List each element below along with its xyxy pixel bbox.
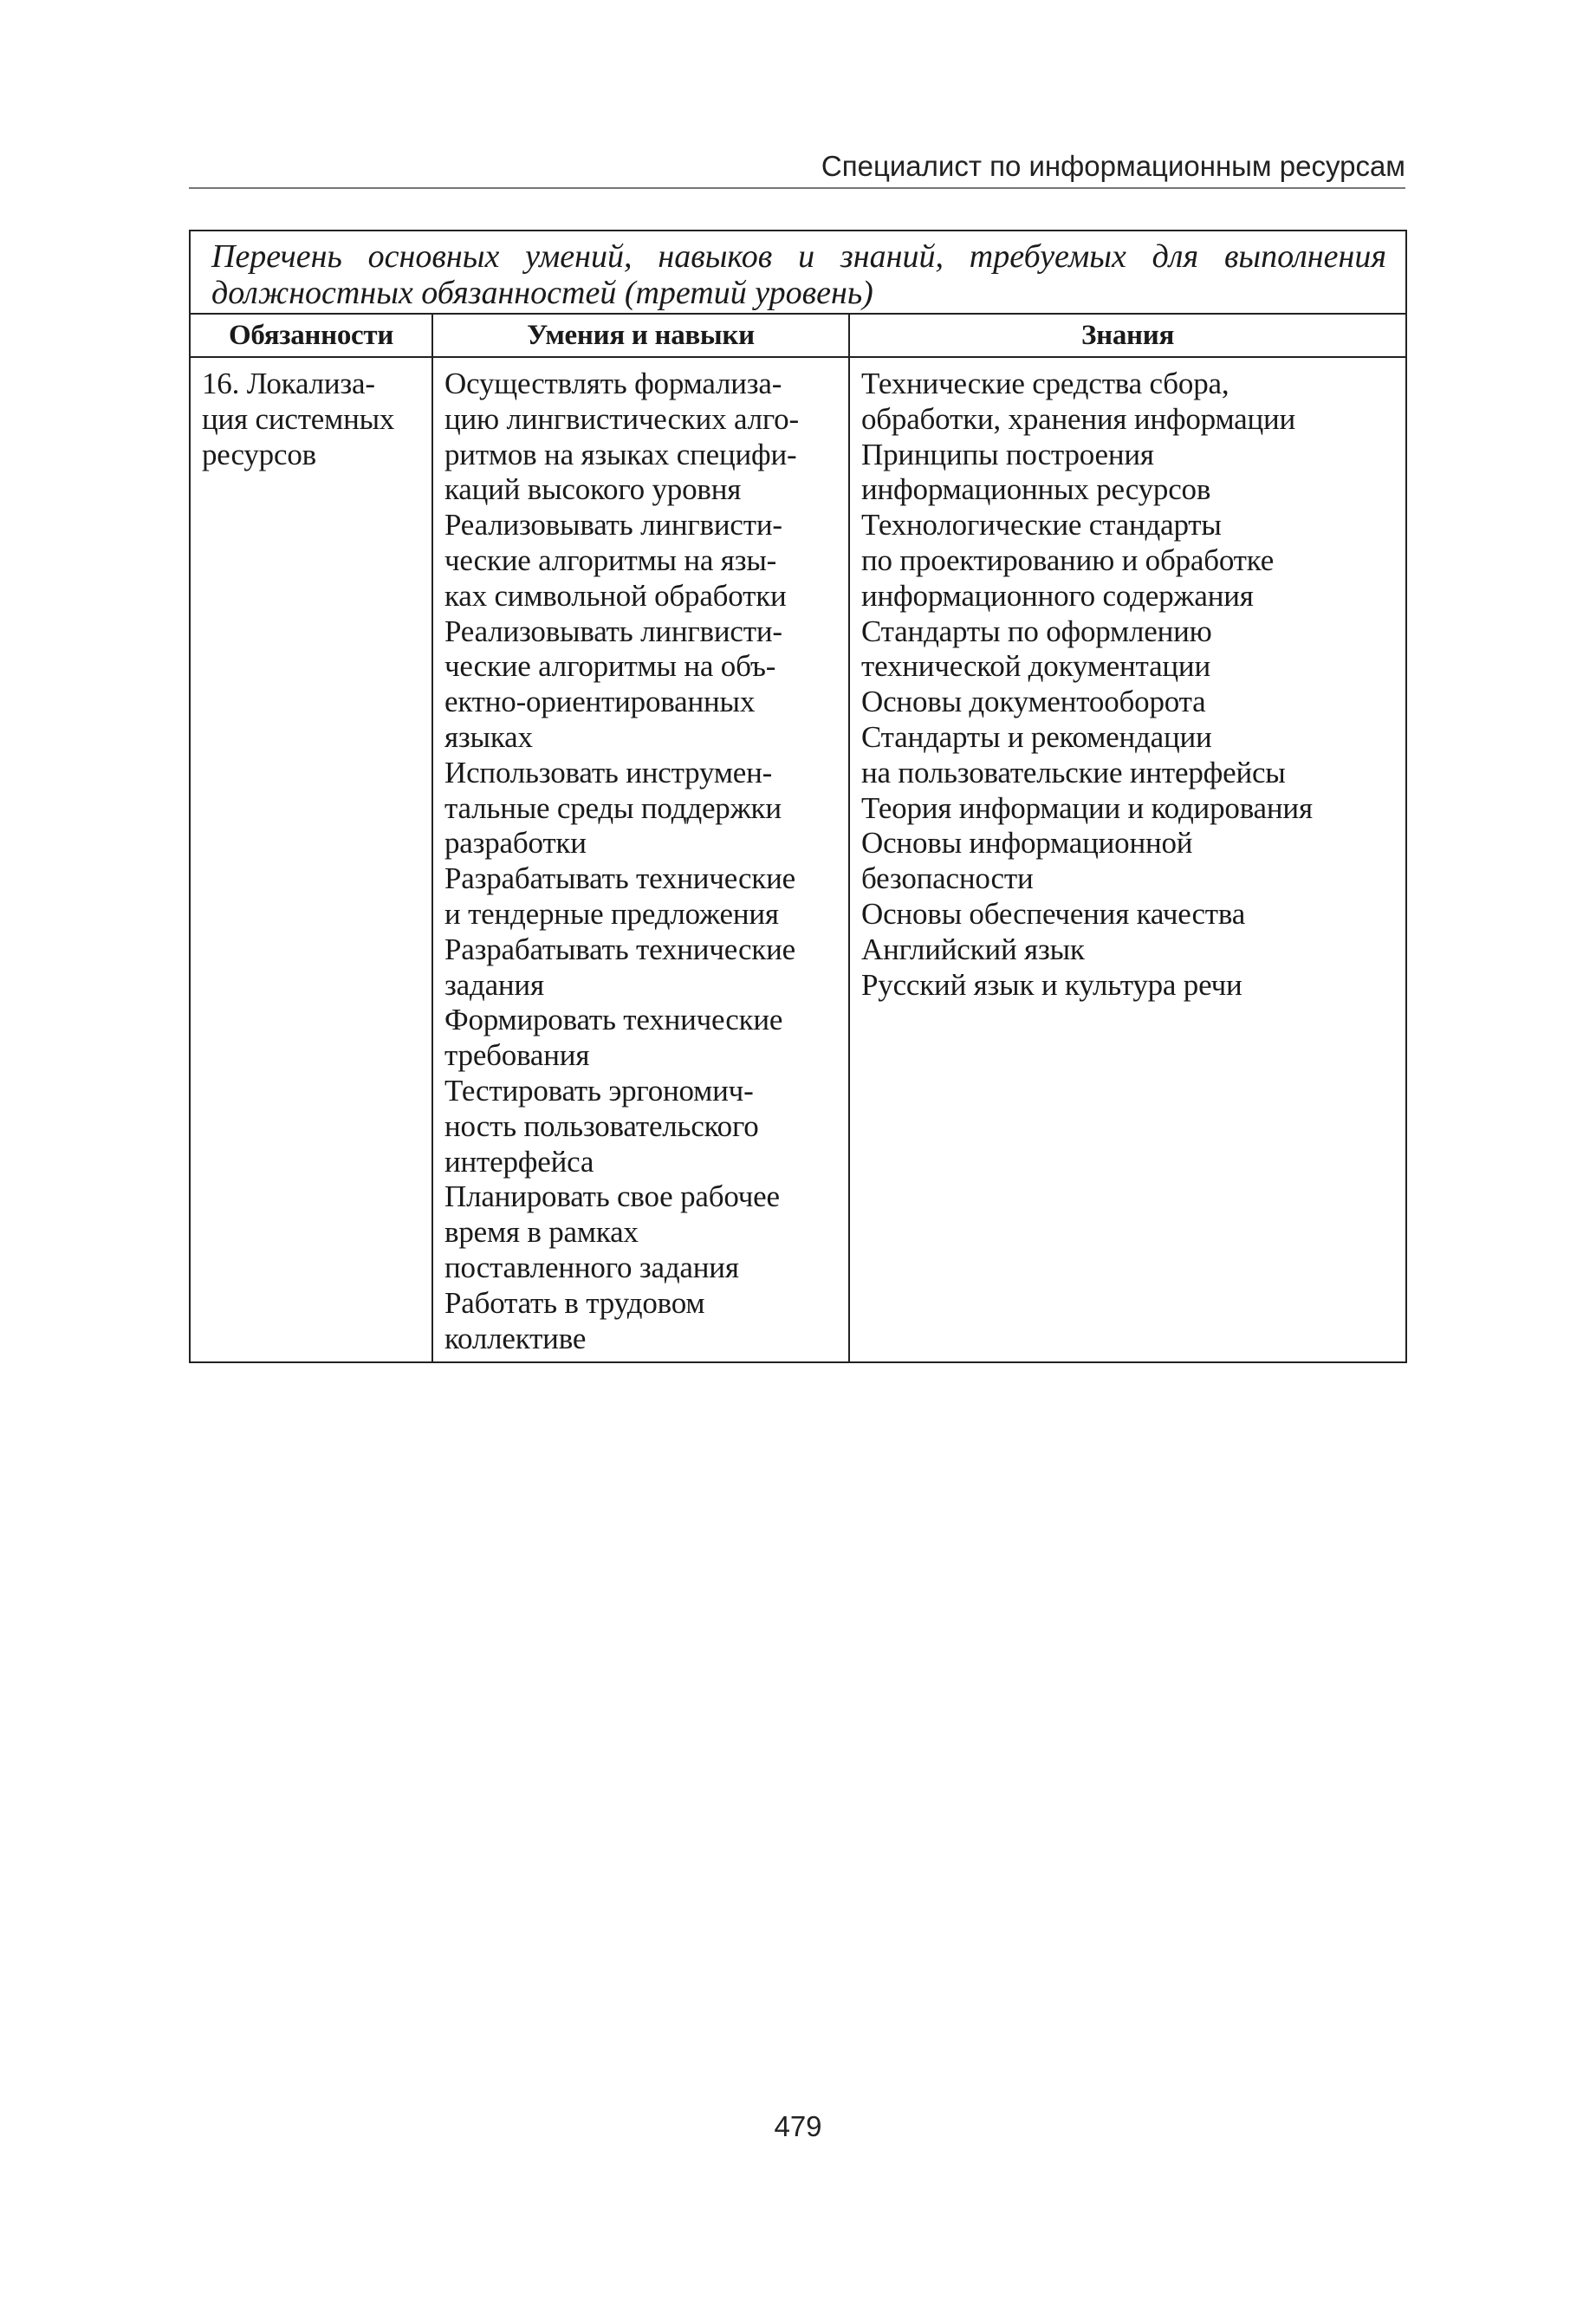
knowledge-line: Технологические стандарты [861, 508, 1222, 543]
skill-line: каций высокого уровня [444, 472, 742, 507]
skill-line: коллективе [444, 1321, 587, 1355]
knowledge-line: Основы обеспечения качества [861, 896, 1246, 931]
column-header-knowledge: Знания [849, 314, 1406, 357]
skill-line: Использовать инструмен- [444, 755, 773, 789]
skill-line: разработки [444, 826, 587, 861]
skill-line: ках символьной обработки [444, 578, 787, 613]
skill-line: Формировать технические [444, 1003, 783, 1037]
skill-line: Работать в трудовом [444, 1285, 705, 1320]
knowledge-line: безопасности [861, 861, 1034, 896]
skill-line: тальные среды поддержки [444, 790, 782, 825]
table-row [190, 357, 1406, 1362]
skill-line: цию лингвистических алго- [444, 401, 799, 436]
caption-row [190, 231, 1406, 314]
skill-line: и тендерные предложения [444, 896, 779, 931]
skill-line: время в рамках [444, 1215, 639, 1250]
skill-line: Тестировать эргономич- [444, 1073, 754, 1108]
knowledge-line: Основы информационной [861, 826, 1193, 861]
knowledge-line: информационных ресурсов [861, 472, 1211, 507]
duty-cell [190, 357, 432, 1362]
knowledge-line: по проектированию и обработке [861, 543, 1275, 577]
knowledge-line: обработки, хранения информации [861, 401, 1296, 436]
skill-line: Реализовывать лингвисти- [444, 614, 782, 648]
knowledge-line: Английский язык [861, 932, 1085, 966]
running-header: Специалист по информационным ресурсам [821, 150, 1405, 182]
skill-line: Реализовывать лингвисти- [444, 508, 782, 543]
skill-line: ность пользовательского [444, 1108, 759, 1143]
page-number: 479 [774, 2110, 822, 2142]
skill-line: ческие алгоритмы на объ- [444, 649, 776, 684]
header-rule [189, 187, 1405, 189]
knowledge-line: Стандарты по оформлению [861, 614, 1212, 648]
skill-line: задания [444, 967, 544, 1002]
duty-line: ресурсов [202, 437, 316, 471]
knowledge-line: Русский язык и культура речи [861, 967, 1242, 1002]
knowledge-line: Теория информации и кодирования [861, 790, 1313, 825]
column-header-duties: Обязанности [190, 314, 432, 357]
table-caption: Перечень основных умений, навыков и знаний, требуемых для выполнения должностных обязанностей (третий уровень) [190, 231, 1406, 314]
skill-line: Разрабатывать технические [444, 932, 795, 966]
skill-line: ческие алгоритмы на язы- [444, 543, 777, 577]
duty-line: 16. Локализа- [202, 367, 375, 400]
skill-line: требования [444, 1038, 590, 1073]
column-header-skills: Умения и навыки [432, 314, 849, 357]
knowledge-line: Основы документооборота [861, 685, 1206, 719]
skill-line: поставленного задания [444, 1250, 739, 1284]
skill-line: ектно-ориентированных [444, 685, 756, 719]
skill-line: Планировать свое рабочее [444, 1179, 780, 1214]
knowledge-line: на пользовательские интерфейсы [861, 755, 1286, 789]
knowledge-line: Принципы построения [861, 437, 1154, 471]
skill-line: Разрабатывать технические [444, 861, 795, 896]
skills-cell [432, 357, 849, 1362]
knowledge-cell [849, 357, 1406, 1362]
skill-line: Осуществлять формализа- [444, 367, 782, 400]
knowledge-line: Технические средства сбора, [861, 367, 1229, 400]
skill-line: интерфейса [444, 1144, 594, 1179]
knowledge-line: технической документации [861, 649, 1210, 684]
duty-line: ция системных [202, 401, 395, 436]
knowledge-line: информационного содержания [861, 578, 1254, 613]
duties-table [189, 230, 1407, 1363]
knowledge-line: Стандарты и рекомендации [861, 719, 1212, 754]
skill-line: ритмов на языках специфи- [444, 437, 797, 471]
header-row [190, 314, 1406, 357]
skill-line: языках [444, 719, 533, 754]
